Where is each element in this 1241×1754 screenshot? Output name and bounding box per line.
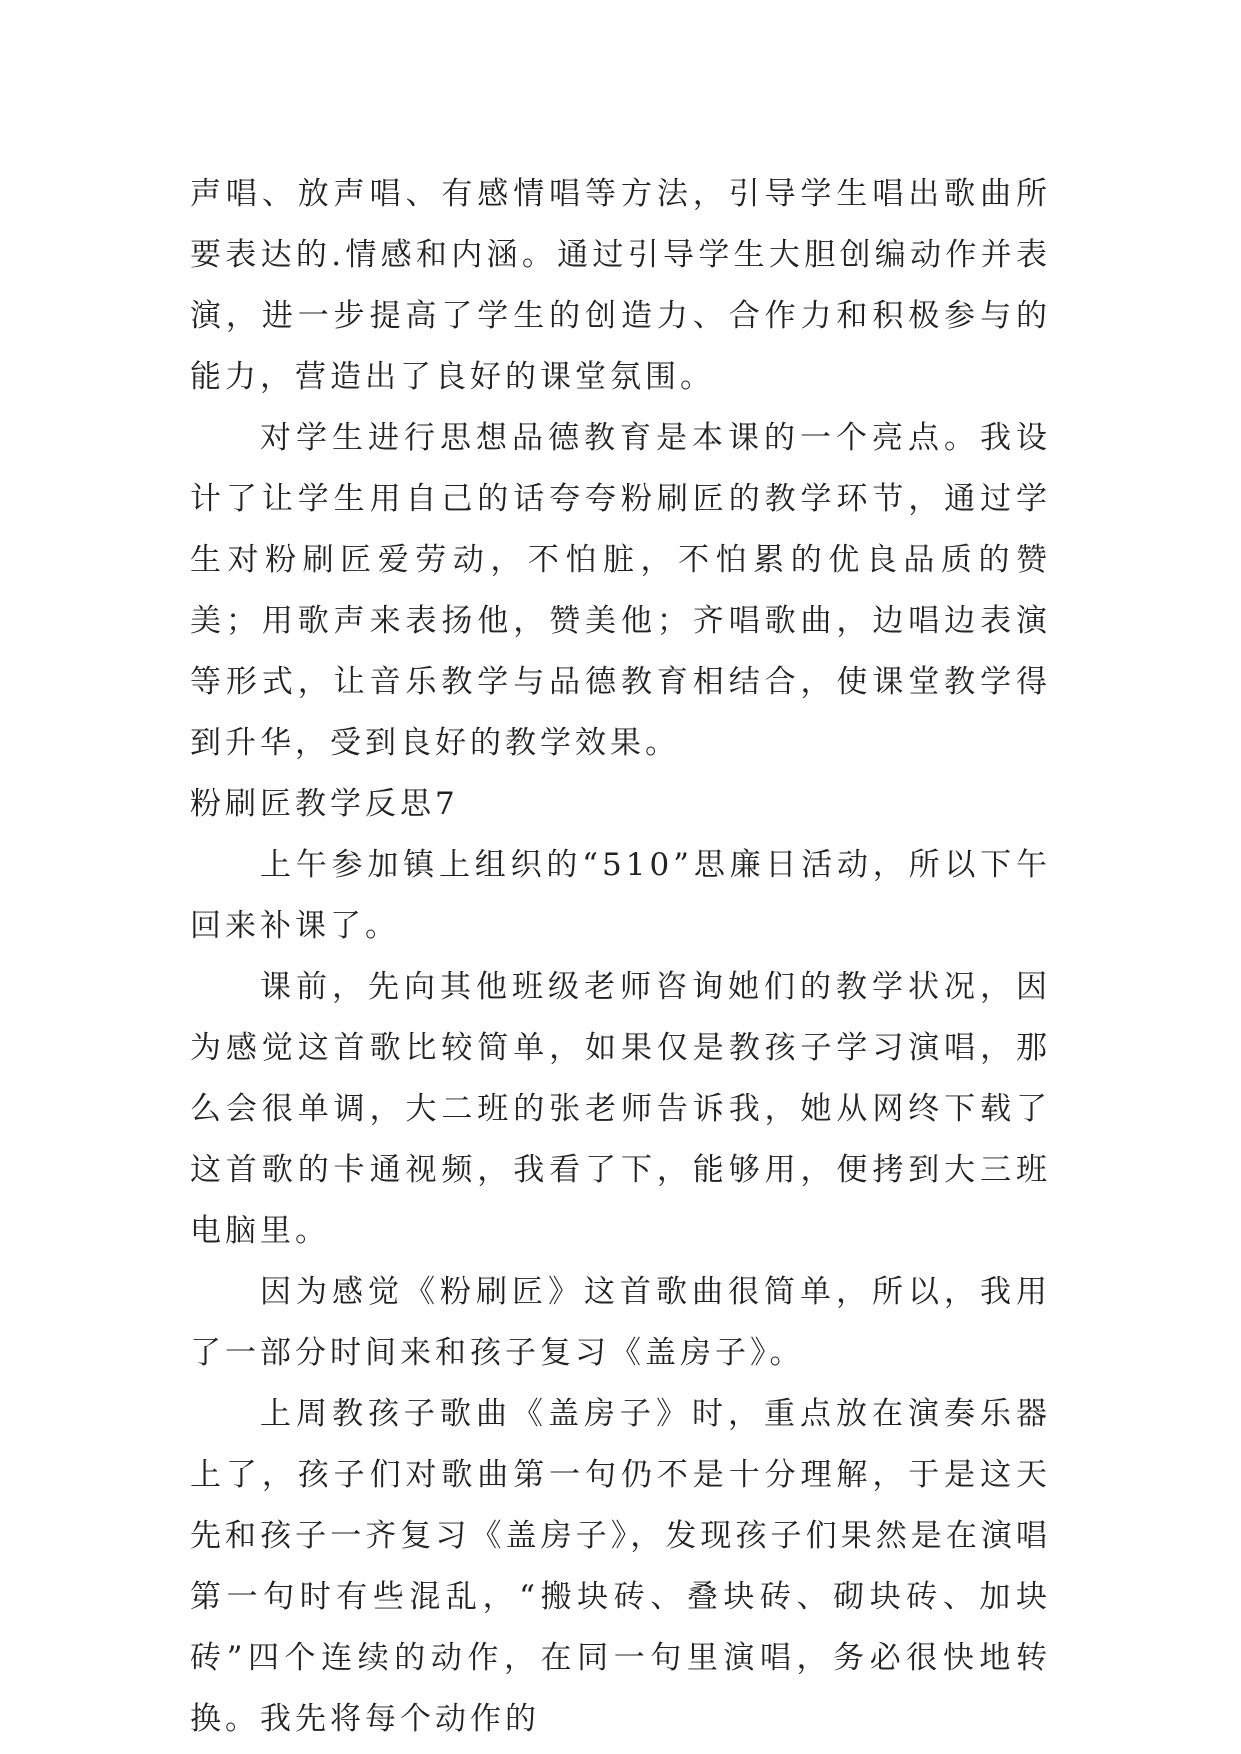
paragraph: 因为感觉《粉刷匠》这首歌曲很简单，所以，我用了一部分时间来和孩子复习《盖房子》。 — [190, 1274, 1051, 1371]
paragraph: 上午参加镇上组织的“510”思廉日活动，所以下午回来补课了。 — [190, 847, 1051, 944]
paragraph: 课前，先向其他班级老师咨询她们的教学状况，因为感觉这首歌比较简单，如果仅是教孩子学习演唱，那么会很单调，大二班的张老师告诉我，她从网终下载了这首歌的卡通视频，我看了下，能够用，便拷到大三班电脑里。 — [190, 969, 1051, 1249]
paragraph: 上周教孩子歌曲《盖房子》时，重点放在演奏乐器上了，孩子们对歌曲第一句仍不是十分理解，于是这天先和孩子一齐复习《盖房子》，发现孩子们果然是在演唱第一句时有些混乱，“搬块砖、叠块砖、砌块砖、加块砖”四个连续的动作，在同一句里演唱，务必很快地转换。我先将每个动作的 — [190, 1396, 1051, 1737]
document-body — [190, 164, 1051, 1750]
section-heading: 粉刷匠教学反思7 — [190, 786, 459, 822]
paragraph: 对学生进行思想品德教育是本课的一个亮点。我设计了让学生用自己的话夸夸粉刷匠的教学环节，通过学生对粉刷匠爱劳动，不怕脏，不怕累的优良品质的赞美；用歌声来表扬他，赞美他；齐唱歌曲，边唱边表演等形式，让音乐教学与品德教育相结合，使课堂教学得到升华，受到良好的教学效果。 — [190, 420, 1051, 761]
paragraph: 声唱、放声唱、有感情唱等方法，引导学生唱出歌曲所要表达的.情感和内涵。通过引导学生大胆创编动作并表演，进一步提高了学生的创造力、合作力和积极参与的能力，营造出了良好的课堂氛围。 — [190, 176, 1051, 395]
